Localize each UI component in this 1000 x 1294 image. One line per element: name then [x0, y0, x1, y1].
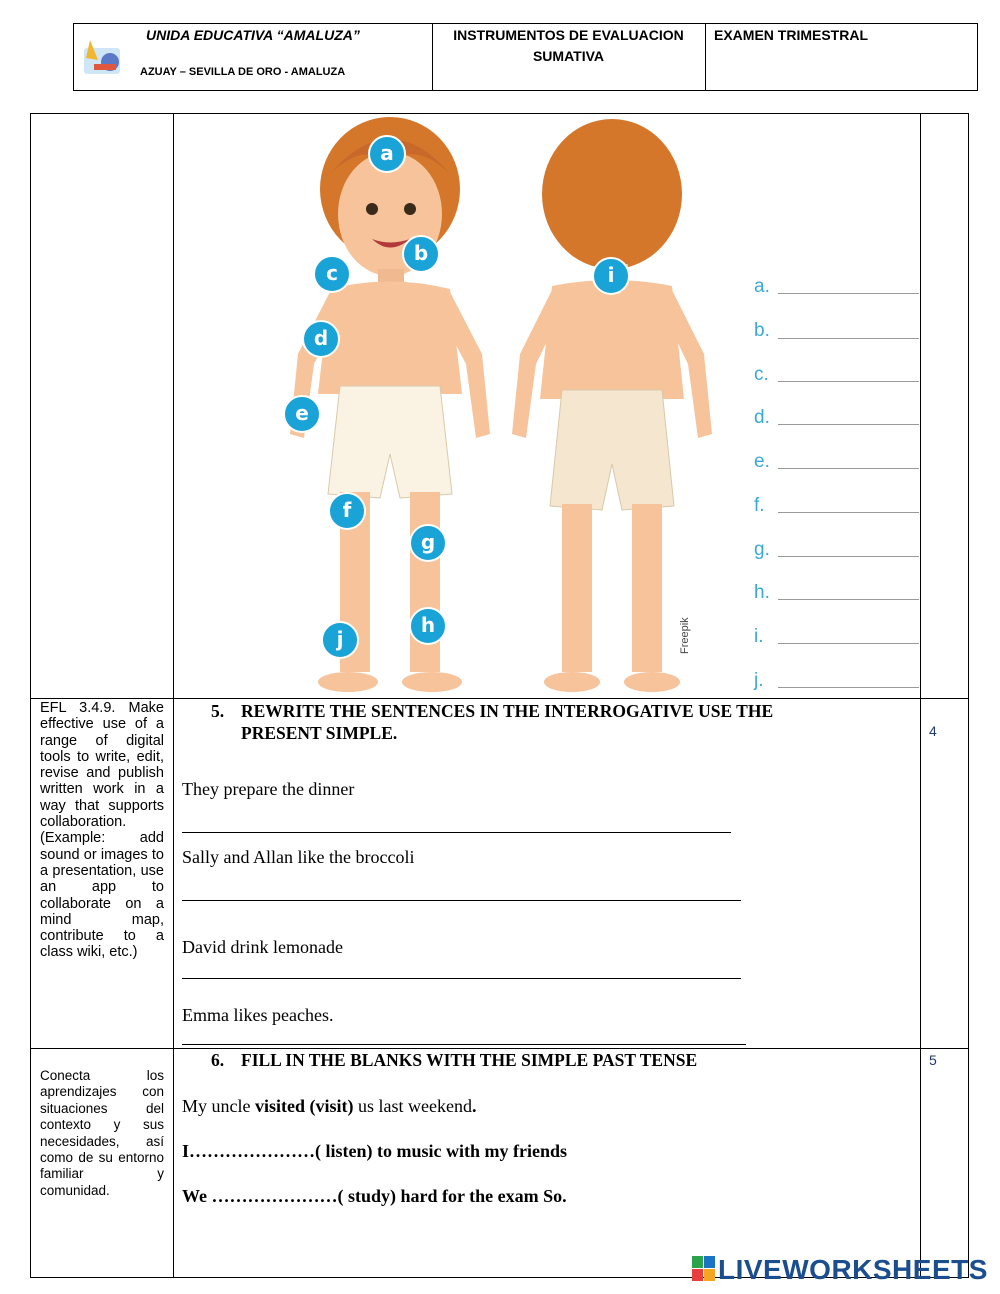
- section5-score: 4: [929, 723, 937, 739]
- answer-line-i[interactable]: [778, 643, 919, 644]
- marker-a: a: [368, 135, 406, 173]
- answer-line-j[interactable]: [778, 687, 919, 688]
- answer-line-g[interactable]: [778, 556, 919, 557]
- section6-standard: Conecta los aprendizajes con situaciones del contexto y sus necesidades, así como de su entorno familiar y comunidad.: [40, 1068, 164, 1198]
- section6-score: 5: [929, 1052, 937, 1068]
- marker-f: f: [328, 492, 366, 530]
- section5-standard: EFL 3.4.9. Make effective use of a range of digital tools to write, edit, revise and publish written work in a way that supports collaboration. (Example: add sound or images to a presentation, use an app to collaborate on a mind map, contribute to a class wiki, etc.): [40, 700, 164, 961]
- section5-title-line2: PRESENT SIMPLE.: [241, 723, 398, 743]
- school-name: UNIDA EDUCATIVA “AMALUZA”: [146, 27, 360, 43]
- instruments-title: INSTRUMENTOS DE EVALUACION: [453, 27, 684, 43]
- sentence-3: David drink lemonade: [182, 937, 343, 957]
- section6-title: FILL IN THE BLANKS WITH THE SIMPLE PAST TENSE: [241, 1050, 698, 1070]
- marker-h: h: [409, 607, 447, 645]
- answer-line-3[interactable]: [182, 978, 741, 979]
- liveworksheets-logo-icon: [692, 1256, 716, 1282]
- marker-d: d: [302, 320, 340, 358]
- section5-number: 5.: [211, 701, 225, 721]
- section5-title-line1: REWRITE THE SENTENCES IN THE INTERROGATIVE USE THE: [241, 701, 774, 721]
- boy-front-illustration: [290, 117, 490, 692]
- answer-line-a[interactable]: [778, 293, 919, 294]
- example-sentence: My uncle visited (visit) us last weekend.: [182, 1096, 477, 1116]
- instruments-subtitle: SUMATIVA: [532, 48, 605, 64]
- answer-label-a: a.: [754, 276, 770, 297]
- marker-b: b: [402, 235, 440, 273]
- marker-e: e: [283, 395, 321, 433]
- boy-back-illustration: [512, 119, 712, 692]
- section6-number: 6.: [211, 1050, 225, 1070]
- answer-line-h[interactable]: [778, 599, 919, 600]
- answer-line-4[interactable]: [182, 1044, 746, 1045]
- answer-label-e: e.: [754, 451, 770, 472]
- answer-line-2[interactable]: [182, 900, 741, 901]
- answer-label-d: d.: [754, 407, 770, 428]
- answer-label-b: b.: [754, 320, 770, 341]
- school-logo-icon: [80, 34, 130, 80]
- marker-j: j: [321, 621, 359, 659]
- header-instruments-cell: [432, 24, 706, 90]
- answer-label-c: c.: [754, 364, 769, 385]
- answer-label-j: j.: [754, 670, 764, 691]
- answer-label-i: i.: [754, 626, 764, 647]
- answer-line-c[interactable]: [778, 381, 919, 382]
- school-location: AZUAY – SEVILLA DE ORO - AMALUZA: [140, 66, 346, 78]
- answer-label-g: g.: [754, 539, 770, 560]
- marker-i: i: [592, 257, 630, 295]
- answer-line-f[interactable]: [778, 512, 919, 513]
- header-exam-cell: [705, 24, 977, 90]
- answer-line-1[interactable]: [182, 832, 731, 833]
- header-school-cell: [74, 24, 433, 90]
- answer-line-b[interactable]: [778, 338, 919, 339]
- answer-line-d[interactable]: [778, 424, 919, 425]
- sentence-2: Sally and Allan like the broccoli: [182, 847, 415, 867]
- answer-label-h: h.: [754, 582, 770, 603]
- exam-title: EXAMEN TRIMESTRAL: [714, 27, 868, 43]
- header-table: [73, 23, 978, 91]
- marker-g: g: [409, 524, 447, 562]
- answer-label-f: f.: [754, 495, 765, 516]
- answer-line-e[interactable]: [778, 468, 919, 469]
- sentence-1: They prepare the dinner: [182, 779, 355, 799]
- freepik-credit: Freepik: [679, 617, 691, 654]
- marker-c: c: [313, 255, 351, 293]
- fill-item-1[interactable]: I…………………( listen) to music with my friends: [182, 1141, 567, 1161]
- sentence-4: Emma likes peaches.: [182, 1005, 334, 1025]
- liveworksheets-watermark: LIVEWORKSHEETS: [718, 1254, 988, 1285]
- example-answer: visited (visit): [254, 1096, 354, 1116]
- fill-item-2[interactable]: We …………………( study) hard for the exam So.: [182, 1186, 567, 1206]
